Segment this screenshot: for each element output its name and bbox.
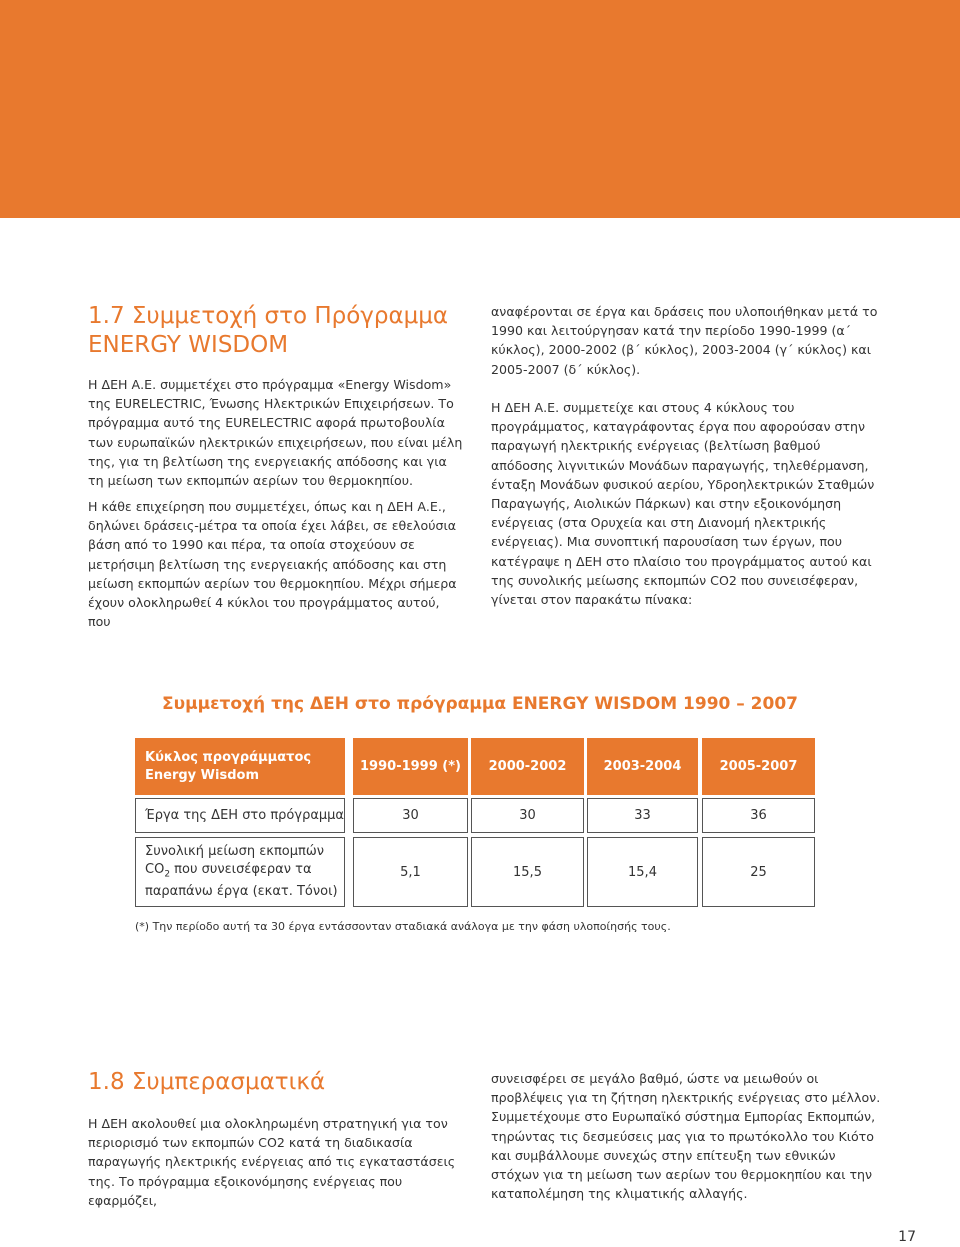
reduction-label-subscript: 2 [164, 869, 171, 880]
section-heading-1-8: 1.8 Συμπερασματικά [88, 1069, 326, 1095]
header-cycle-line2: Energy Wisdom [145, 767, 259, 783]
header-banner [0, 0, 960, 218]
right-paragraph-2: Η ΔΕΗ Α.Ε. συμμετείχε και στους 4 κύκλους του προγράμματος, καταγράφοντας έργα που αφορούσαν στην παραγωγή ηλεκτρικής ενέργειας (βελτίωση βαθμού απόδοσης λιγνιτικών Μονάδων παραγωγής, τηλεθέρμανση, ένταξη Μονάδων φυσικού αερίου, Υδροηλεκτρικών Σταθμών Παραγωγής, Αιολικών Πάρκων) και στην εξοικονόμηση ενέργειας (στα Ορυχεία και στη Διανομή ηλεκτρικής ενέργειας). Μια συνοπτική παρουσίαση των έργων, που κατέγραψε η ΔΕΗ στο πλαίσιο του προγράμματος αυτού και της συνολικής μείωσης εκπομπών CO2 που συνεισέφεραν, γίνεται στον παρακάτω πίνακα: [491, 400, 875, 608]
table-header-period: 2005-2007 [702, 738, 815, 795]
header-cycle-line1: Κύκλος προγράμματος [145, 749, 312, 765]
section-heading-1-7 [88, 302, 448, 360]
table-header-period: 2003-2004 [587, 738, 698, 795]
table-header-period: 2000-2002 [471, 738, 584, 795]
table-cell: 36 [702, 798, 815, 833]
table-row-projects-label: Έργα της ΔΕΗ στο πρόγραμμα [135, 798, 345, 833]
table-cell: 15,5 [471, 837, 584, 907]
table-title: Συμμετοχή της ΔΕΗ στο πρόγραμμα ENERGY WISDOM 1990 – 2007 [161, 694, 798, 714]
table-cell: 15,4 [587, 837, 698, 907]
section-heading-line1: 1.7 Συμμετοχή στο Πρόγραμμα [88, 303, 449, 329]
reduction-label-co: CO [145, 861, 165, 877]
table-cell: 30 [353, 798, 468, 833]
intro-paragraph-1: Η ΔΕΗ Α.Ε. συμμετέχει στο πρόγραμμα «Energy Wisdom» της EURELECTRIC, Ένωσης Ηλεκτρικών Επιχειρήσεων. Το πρόγραμμα αυτό της EURELECTRIC αφορά πρωτοβουλία των ευρωπαϊκών ηλεκτρικών επιχειρήσεων, που είναι μέλη της, για τη βελτίωση της ενεργειακής απόδοσης και για τη μείωση των εκπομπών αερίων του θερμοκηπίου. [88, 377, 463, 489]
table-cell: 30 [471, 798, 584, 833]
conclusion-paragraph-right: συνεισφέρει σε μεγάλο βαθμό, ώστε να μειωθούν οι προβλέψεις για τη ζήτηση ηλεκτρικής ενέργειας στο μέλλον. Συμμετέχουμε στο Ευρωπαϊκό σύστημα Εμπορίας Εκπομπών, τηρώντας τις δεσμεύσεις μας για το πρωτόκολλο του Κιότο και συμβάλλουμε συνεχώς στην επίτευξη των εθνικών στόχων για τη μείωση των αερίων του θερμοκηπίου και την καταπολέμηση της κλιματικής αλλαγής. [491, 1071, 881, 1202]
table-footnote: (*) Την περίοδο αυτή τα 30 έργα εντάσσονταν σταδιακά ανάλογα με την φάση υλοποίησής τους. [135, 920, 671, 933]
table-header-cycle [135, 738, 345, 795]
table-cell: 25 [702, 837, 815, 907]
table-row-reduction-label [135, 837, 345, 907]
table-cell: 5,1 [353, 837, 468, 907]
table-header-period: 1990-1999 (*) [353, 738, 468, 795]
page-number: 17 [898, 1229, 916, 1245]
reduction-label-line3: παραπάνω έργα (εκατ. Τόνοι) [145, 884, 338, 900]
table-cell: 33 [587, 798, 698, 833]
right-paragraph-1: αναφέρονται σε έργα και δράσεις που υλοποιήθηκαν μετά το 1990 και λειτούργησαν κατά την περίοδο 1990-1999 (α΄ κύκλος), 2000-2002 (β΄ κύκλος), 2003-2004 (γ΄ κύκλος) και 2005-2007 (δ΄ κύκλος). [491, 304, 878, 377]
intro-paragraph-2: Η κάθε επιχείρηση που συμμετέχει, όπως και η ΔΕΗ Α.Ε., δηλώνει δράσεις-μέτρα τα οποία έχει λάβει, σε εθελούσια βάση από το 1990 και πέρα, τα οποία στοχεύουν σε μετρήσιμη βελτίωση της ενεργειακής απόδοσης και στη μείωση εκπομπών αερίων του θερμοκηπίου. Μέχρι σήμερα έχουν ολοκληρωθεί 4 κύκλοι του προγράμματος αυτού, που [88, 499, 457, 630]
reduction-label-line1: Συνολική μείωση εκπομπών [145, 843, 324, 859]
section-heading-line2: ENERGY WISDOM [88, 332, 289, 358]
reduction-label-line2: που συνεισέφεραν τα [170, 861, 312, 877]
conclusion-paragraph-left: Η ΔΕΗ ακολουθεί μια ολοκληρωμένη στρατηγική για τον περιορισμό των εκπομπών CO2 κατά τη διαδικασία παραγωγής ηλεκτρικής ενέργειας από τις εγκαταστάσεις της. Το πρόγραμμα εξοικονόμησης ενέργειας που εφαρμόζει, [88, 1116, 456, 1208]
